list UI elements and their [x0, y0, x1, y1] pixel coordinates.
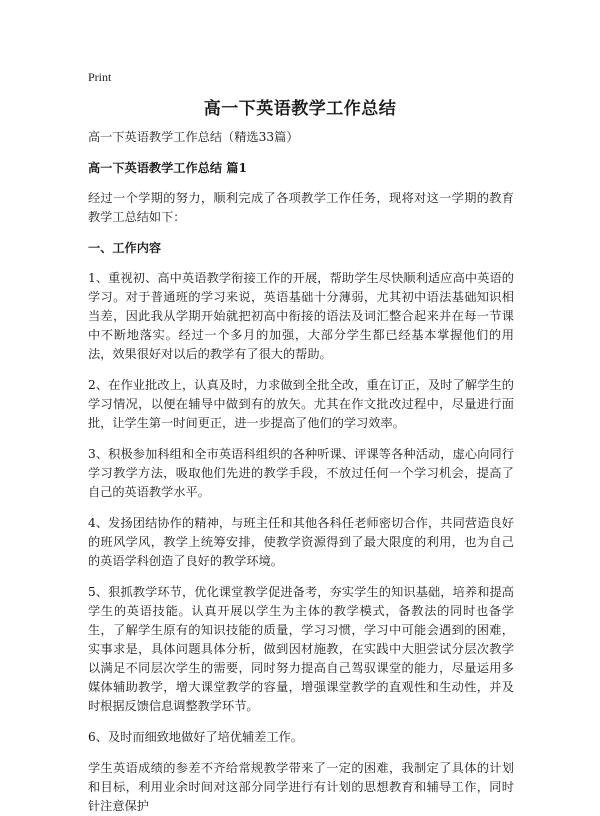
list-item: 2、在作业批改上，认真及时，力求做到全批全改，重在订正，及时了解学生的学习情况，以便在辅导中做到有的放矢。尤其在作文批改过程中，尽量进行面批，让学生第一时间更正，进一步提高了他们的学习效率。 [88, 378, 514, 430]
list-item: 1、重视初、高中英语教学衔接工作的开展，帮助学生尽快顺利适应高中英语的学习。对于普通班的学习来说，英语基础十分薄弱，尤其初中语法基础知识相当差，因此我从学期开始就把初高中衔接的语法及词汇整合起来并在每一节课中不断地落实。经过一个多月的加强，大部分学生都已经基本掌握他们的用法，效果很好对以后的教学有了很大的帮助。 [88, 271, 514, 361]
list-item: 3、积极参加科组和全市英语科组织的各种听课、评课等各种活动，虚心向同行学习教学方法，吸取他们先进的教学手段，不放过任何一个学习机会，提高了自己的英语教学水平。 [88, 447, 514, 499]
section-heading: 一、工作内容 [88, 241, 162, 255]
list-item: 5、狠抓教学环节，优化课堂教学促进备考，夯实学生的知识基础，培养和提高学生的英语技能。认真开展以学生为主体的教学模式，备教法的同时也备学生，了解学生原有的知识技能的质量，学习习惯，学习中可能会遇到的困难，实事求是，具体问题具体分析，做到因材施教，在实践中大胆尝试分层次教学以满足不同层次学生的需要，同时努力提高自己驾驭课堂的能力，尽量运用多媒体辅助教学，增大课堂教学的容量，增强课堂教学的直观性和生动性，并及时根据反馈信息调整教学环节。 [88, 585, 514, 713]
list-item: 学生英语成绩的参差不齐给常规教学带来了一定的困难，我制定了具体的计划和目标，利用业余时间对这部分同学进行有计划的思想教育和辅导工作，同时针注意保护 [88, 761, 514, 813]
article-body [88, 128, 514, 816]
intro-paragraph: 经过一个学期的努力，顺利完成了各项教学工作任务，现将对这一学期的教育教学工总结如下： [88, 191, 514, 224]
page-title: 高一下英语教学工作总结 [203, 99, 397, 119]
list-item: 6、及时而细致地做好了培优辅差工作。 [88, 730, 303, 744]
article-heading: 高一下英语教学工作总结 篇1 [88, 161, 247, 175]
document-subtitle: 高一下英语教学工作总结（精选33篇） [88, 130, 299, 144]
print-link[interactable]: Print [88, 70, 112, 84]
list-item: 4、发扬团结协作的精神，与班主任和其他各科任老师密切合作，共同营造良好的班风学风，教学上统筹安排，使教学资源得到了最大限度的利用，也为自己的英语学科创造了良好的教学环境。 [88, 516, 514, 568]
